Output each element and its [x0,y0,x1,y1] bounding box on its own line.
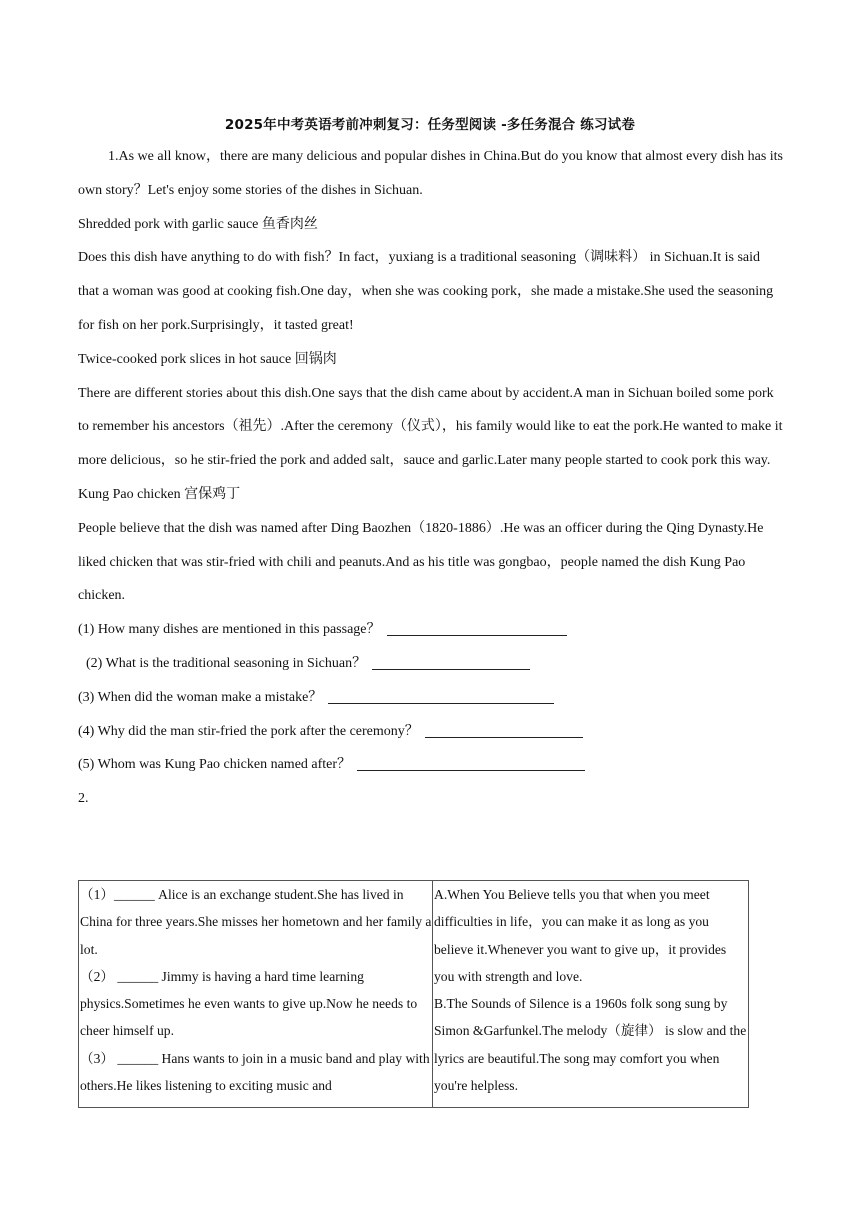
dish-heading-1: Shredded pork with garlic sauce 鱼香肉丝 [78,216,318,232]
question-number-2: 2. [78,791,89,807]
song-item-b: B.The Sounds of Silence is a 1960s folk song sung by Simon &Garfunkel.The melody（旋律） is slow and the lyrics are beautiful.The song may comfort you when you're helpless. [434,996,747,1094]
matching-table [78,880,749,1108]
answer-blank[interactable] [387,621,567,636]
question-row [78,647,784,681]
passage-1 [78,140,784,816]
person-item-2: （2） ______ Jimmy is having a hard time learning physics.Sometimes he even wants to give up.Now he needs to cheer himself up. [80,968,418,1039]
person-item-1: （1）______ Alice is an exchange student.She has lived in China for three years.She misses her hometown and her family a lot. [80,887,432,957]
person-item-3: （3） ______ Hans wants to join in a music band and play with others.He likes listening to exciting music and [80,1050,430,1094]
dish-paragraph-1: Does this dish have anything to do with fish？In fact，yuxiang is a traditional seasoning（调味料） in Sichuan.It is said that a woman was good at cooking fish.One day，when she was cooking pork，she made a mistake.She used the seasoning for fish on her pork.Surprisingly，it tasted great! [78,250,774,333]
answer-blank[interactable] [425,723,583,738]
songs-column [433,881,749,1108]
passage-intro: 1.As we all know，there are many delicious and popular dishes in China.But do you know that almost every dish has its own story？Let's enjoy some stories of the dishes in Sichuan. [78,149,783,198]
table-row [79,881,749,1108]
dish-paragraph-2: There are different stories about this dish.One says that the dish came about by accident.A man in Sichuan boiled some pork to remember his ancestors（祖先）.After the ceremony（仪式），his family would like to eat the pork.He wanted to make it more delicious，so he stir-fried the pork and added salt，sauce and garlic.Later many people started to cook pork this way. [78,385,783,469]
question-row [78,748,784,782]
question-text: (2) What is the traditional seasoning in Sichuan？ [86,655,367,671]
people-column [79,881,433,1108]
page-title: 2025年中考英语考前冲刺复习：任务型阅读 -多任务混合 练习试卷 [224,117,636,133]
dish-heading-3: Kung Pao chicken 宫保鸡丁 [78,486,241,502]
answer-blank[interactable] [328,689,554,704]
question-row [78,613,784,647]
question-text: (1) How many dishes are mentioned in this passage？ [78,622,381,638]
question-row [78,715,784,749]
song-item-a: A.When You Believe tells you that when you meet difficulties in life，you can make it as long as you believe it.Whenever you want to give up，it provides you with strength and love. [434,887,727,984]
answer-blank[interactable] [372,655,530,670]
question-text: (5) Whom was Kung Pao chicken named after？ [78,757,352,773]
dish-heading-2: Twice-cooked pork slices in hot sauce 回锅肉 [78,351,337,367]
answer-blank[interactable] [357,756,585,771]
question-text: (4) Why did the man stir-fried the pork after the ceremony？ [78,723,419,739]
question-row [78,681,784,715]
dish-paragraph-3: People believe that the dish was named after Ding Baozhen（1820-1886）.He was an officer during the Qing Dynasty.He liked chicken that was stir-fried with chili and peanuts.And as his title was gongbao，people named the dish Kung Pao chicken. [78,520,764,604]
question-text: (3) When did the woman make a mistake？ [78,689,323,705]
